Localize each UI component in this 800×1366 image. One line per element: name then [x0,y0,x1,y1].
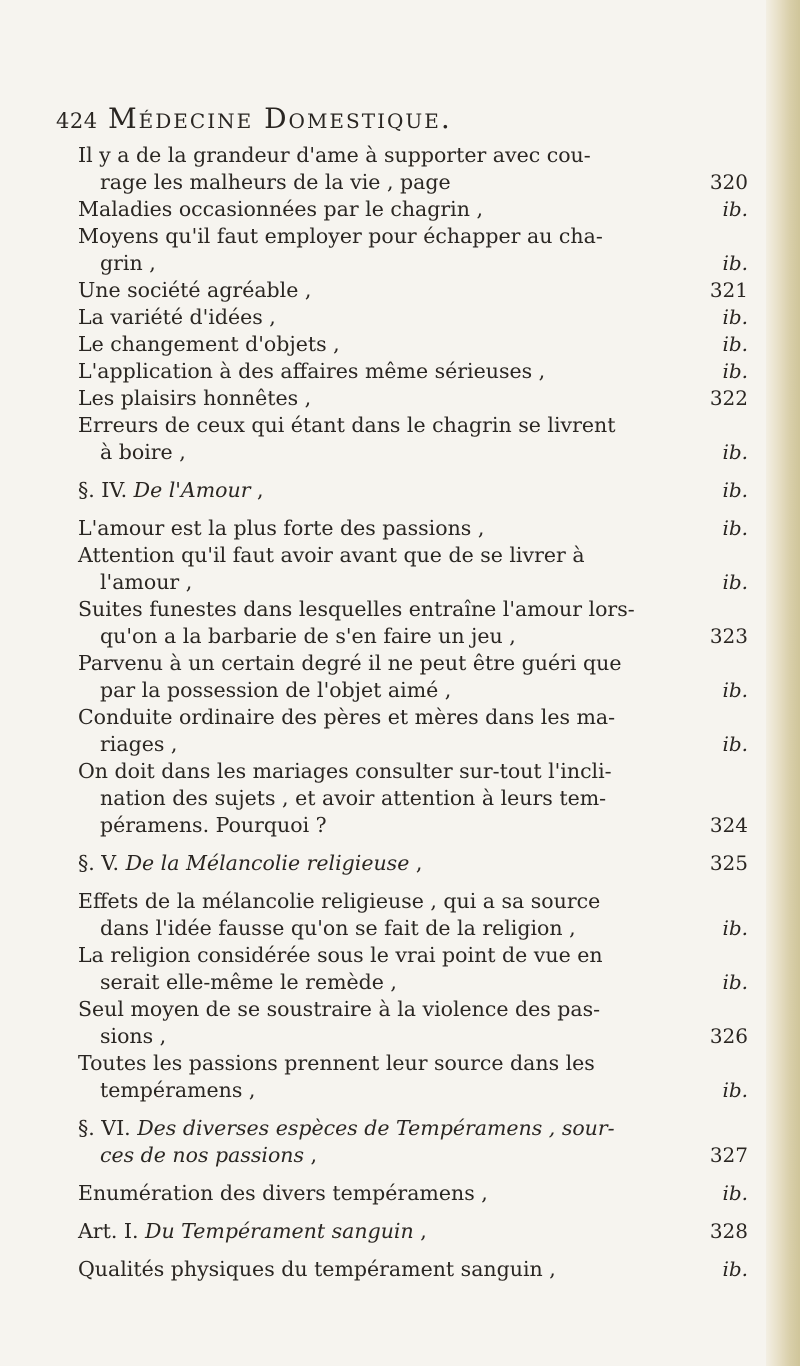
page-reference: ib. [722,440,748,464]
entry-line: On doit dans les mariages consulter sur-tout l'incli- [78,759,612,783]
entry-line: péramens. Pourquoi ? [100,813,327,837]
page-reference: 321 [709,278,748,302]
entry-line: Maladies occasionnées par le chagrin , [78,197,483,221]
section-heading [78,1115,615,1142]
entry-line: Qualités physiques du tempérament sanguin , [78,1257,556,1281]
running-title: Médecine Domestique. [108,102,452,135]
entry-line: nation des sujets , et avoir attention à leurs tem- [100,786,607,810]
page-reference: 327 [709,1143,748,1167]
page-reference: ib. [722,970,748,994]
entry-line: Conduite ordinaire des pères et mères dans les ma- [78,705,616,729]
entry-line: Suites funestes dans lesquelles entraîne l'amour lors- [78,597,635,621]
page-reference: 326 [709,1024,748,1048]
page-reference: ib. [722,305,748,329]
page-reference: ib. [722,678,748,702]
entry-line: l'amour , [100,570,193,594]
entry-line: rage les malheurs de la vie , page [100,170,451,194]
section-title: ces de nos passions [100,1143,305,1167]
page-reference: ib. [722,516,748,540]
entry-line: riages , [100,732,178,756]
entry-line: dans l'idée fausse qu'on se fait de la religion , [100,916,576,940]
entry-line: qu'on a la barbarie de s'en faire un jeu , [100,624,516,648]
section-heading-cont: ces de nos passions , [100,1143,318,1167]
entry-line: Seul moyen de se soustraire à la violence des pas- [78,997,601,1021]
page-number: 424 [56,109,98,133]
page-reference: ib. [722,359,748,383]
entry-line: Les plaisirs honnêtes , [78,386,312,410]
entry-line: L'application à des affaires même sérieuses , [78,359,546,383]
entry-line: Attention qu'il faut avoir avant que de se livrer à [78,543,585,567]
section-title: De l'Amour [133,478,251,502]
section-heading: §. V. De la Mélancolie religieuse , [78,851,423,875]
page-reference: ib. [722,916,748,940]
page-reference: ib. [722,570,748,594]
page-reference: 322 [709,386,748,410]
page-reference: 325 [709,851,748,875]
entry-line: Erreurs de ceux qui étant dans le chagrin se livrent [78,413,616,437]
page-reference: 328 [709,1219,748,1243]
page-reference: 320 [709,170,748,194]
entry-line: Enumération des divers tempéramens , [78,1181,488,1205]
page-reference: ib. [722,478,748,502]
page-reference: ib. [722,732,748,756]
entry-line: Il y a de la grandeur d'ame à supporter avec cou- [78,143,591,167]
section-number: §. IV. [78,478,128,502]
page-reference: ib. [722,251,748,275]
section-heading: §. IV. De l'Amour , [78,478,264,502]
entry-line: par la possession de l'objet aimé , [100,678,452,702]
entry-line: Moyens qu'il faut employer pour échapper au cha- [78,224,603,248]
page-reference: 323 [709,624,748,648]
section-title: Des diverses espèces de Tempéramens , sour- [137,1116,615,1140]
entry-line: Une société agréable , [78,278,312,302]
page-reference: ib. [722,197,748,221]
entry-line: La variété d'idées , [78,305,276,329]
entry-line: à boire , [100,440,186,464]
section-heading: Art. I. Du Tempérament sanguin , [78,1219,427,1243]
entry-line: grin , [100,251,156,275]
page-reference: 324 [709,813,748,837]
entry-line: La religion considérée sous le vrai point de vue en [78,943,603,967]
section-title: Du Tempérament sanguin [145,1219,414,1243]
entry-line: tempéramens , [100,1078,256,1102]
page-header [56,102,716,138]
page-reference: ib. [722,1181,748,1205]
entry-line: L'amour est la plus forte des passions , [78,516,485,540]
page-reference: ib. [722,1257,748,1281]
page-edge [766,0,800,1366]
page-reference: ib. [722,332,748,356]
page-reference: ib. [722,1078,748,1102]
section-number: §. V. [78,851,120,875]
section-title: De la Mélancolie religieuse [125,851,410,875]
entry-line: Le changement d'objets , [78,332,340,356]
entry-line: Effets de la mélancolie religieuse , qui a sa source [78,889,601,913]
entry-line: Parvenu à un certain degré il ne peut être guéri que [78,651,622,675]
entry-line: serait elle-même le remède , [100,970,397,994]
entry-line: sions , [100,1024,167,1048]
section-number: §. VI. [78,1116,131,1140]
entry-line: Toutes les passions prennent leur source dans les [78,1051,595,1075]
section-number: Art. I. [78,1219,139,1243]
